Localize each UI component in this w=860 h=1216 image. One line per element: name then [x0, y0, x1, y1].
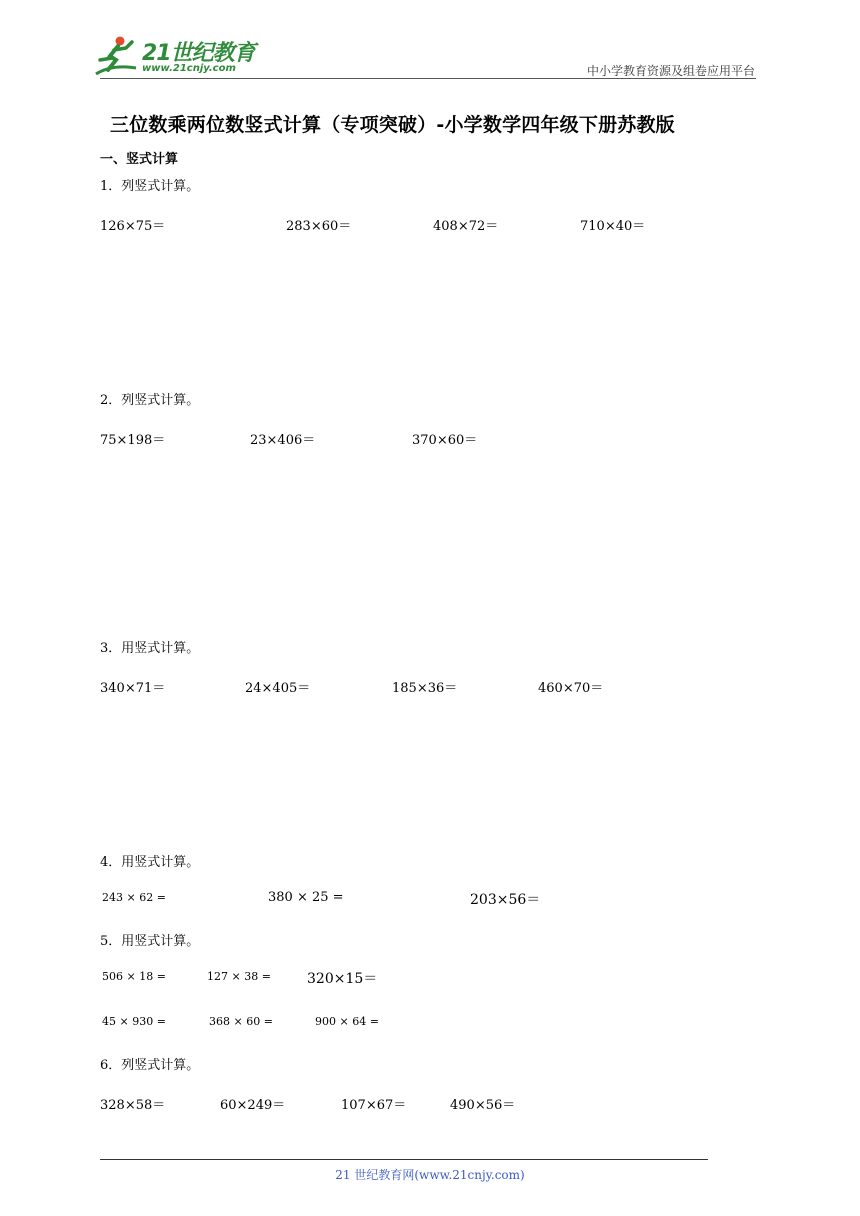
exercise: 380 × 25 = [268, 890, 344, 905]
exercise: 320×15＝ [307, 971, 378, 987]
footer-text: 21 世纪教育网(www.21cnjy.com) [335, 1168, 525, 1182]
question-6-label: 6．列竖式计算。 [100, 1058, 200, 1073]
logo-url: www.21cnjy.com [142, 63, 236, 74]
exercise: 370×60＝ [412, 433, 478, 448]
exercise: 710×40＝ [580, 219, 646, 234]
exercise: 900 × 64 = [315, 1015, 379, 1028]
section-heading: 一、竖式计算 [100, 152, 179, 167]
question-1-label: 1．列竖式计算。 [100, 179, 200, 194]
runner-logo-icon [92, 34, 140, 78]
logo-text: 21世纪教育 [142, 41, 255, 66]
exercise: 24×405＝ [245, 681, 311, 696]
exercise: 340×71＝ [100, 681, 166, 696]
site-logo [92, 34, 262, 78]
page-title: 三位数乘两位数竖式计算（专项突破）-小学数学四年级下册苏教版 [110, 114, 675, 136]
question-5-label: 5．用竖式计算。 [100, 934, 200, 949]
exercise: 107×67＝ [341, 1098, 407, 1113]
exercise: 45 × 930 = [102, 1015, 166, 1028]
exercise: 23×406＝ [250, 433, 316, 448]
exercise: 328×58＝ [100, 1098, 166, 1113]
exercise: 368 × 60 = [209, 1015, 273, 1028]
footer-divider [100, 1159, 708, 1160]
exercise: 460×70＝ [538, 681, 604, 696]
header-platform-text: 中小学教育资源及组卷应用平台 [586, 64, 755, 78]
exercise: 408×72＝ [433, 219, 499, 234]
header-divider [100, 78, 756, 79]
exercise: 490×56＝ [450, 1098, 516, 1113]
question-2-label: 2．列竖式计算。 [100, 393, 200, 408]
exercise: 126×75＝ [100, 219, 166, 234]
exercise: 127 × 38 = [207, 970, 271, 983]
exercise: 60×249＝ [220, 1098, 286, 1113]
question-3-label: 3．用竖式计算。 [100, 641, 200, 656]
exercise: 506 × 18 = [102, 970, 166, 983]
exercise: 283×60＝ [286, 219, 352, 234]
exercise: 185×36＝ [392, 681, 458, 696]
exercise: 75×198＝ [100, 433, 166, 448]
exercise: 203×56＝ [470, 892, 541, 908]
question-4-label: 4．用竖式计算。 [100, 855, 200, 870]
exercise: 243 × 62 = [102, 891, 166, 904]
